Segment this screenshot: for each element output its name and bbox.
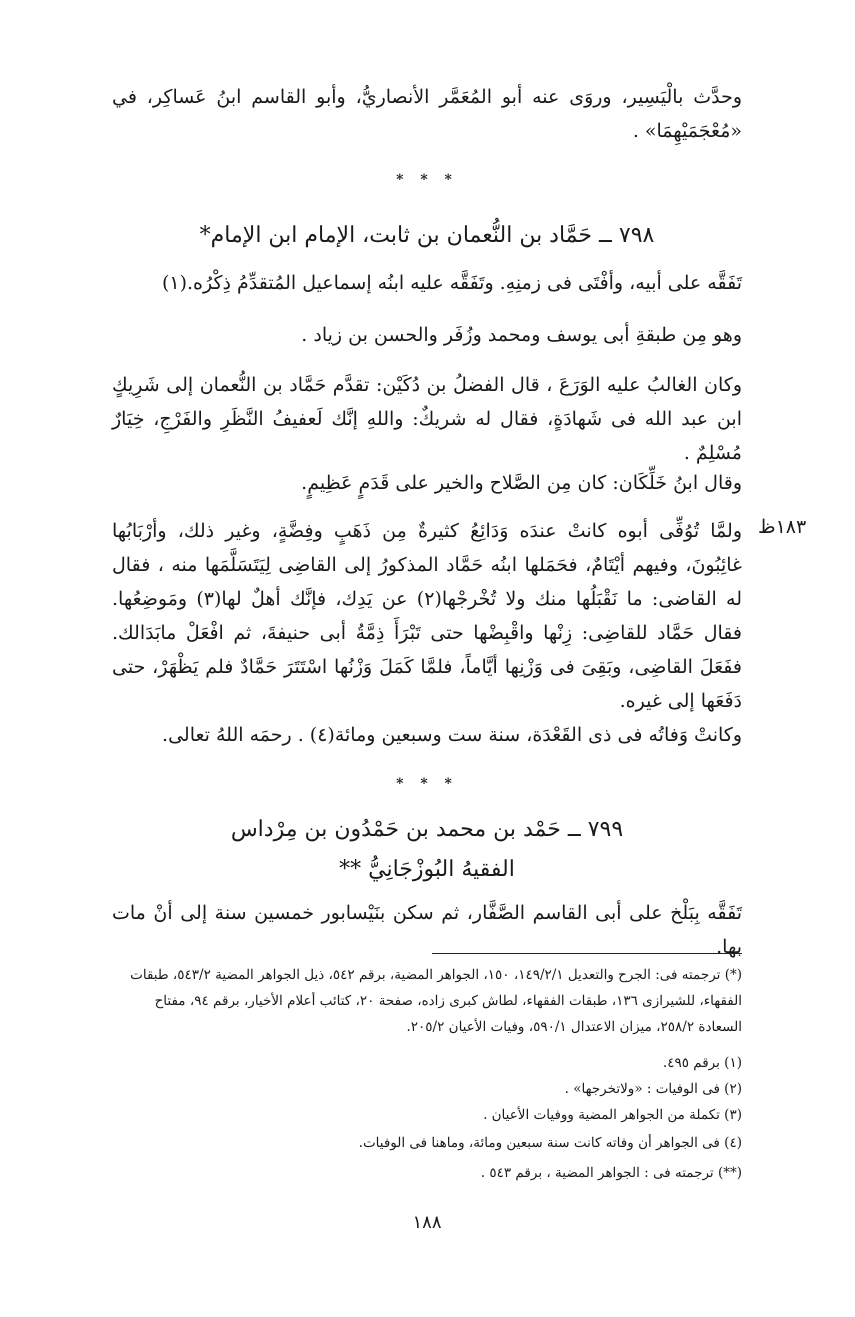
page-number: ١٨٨ bbox=[412, 1212, 442, 1233]
entry-798-para-1: تَفَقَّه على أبيه، وأفْتَى فى زمنِهِ. وتَفَقَّه عليه ابنُه إسماعيل المُتقدِّمُ ذِكْرُه.(١) bbox=[161, 272, 742, 294]
section-separator: * * * bbox=[396, 172, 458, 188]
entry-799-para-1: تَفَقَّه بِبَلْخ على أبى القاسم الصَّفَّار، ثم سكن بنَيْسابور خمسين سنة إلى أنْ مات بها. bbox=[112, 902, 742, 958]
footnote-star: (*) ترجمته فى: الجرح والتعديل ١٤٩/٢/١، ١٥٠، الجواهر المضية، برقم ٥٤٢، ذيل الجواهر المضية ٥٤٣/٢، طبقات الفقهاء، للشيرازى ١٣٦، طبقات الفقهاء، لطاش كبرى زاده، صفحة ٢٠، كتائب أعلام الأخيار، برقم ٩٤، مفتاح السعادة ٢٥٨/٢، ميزان الاعتدال ٥٩٠/١، وفيات الأعيان ٢٠٥/٢. bbox=[130, 967, 742, 1035]
footnote-3: (٣) تكملة من الجواهر المضية ووفيات الأعيان . bbox=[483, 1107, 742, 1123]
footnote-4: (٤) فى الجواهر أن وفاته كانت سنة سبعين ومائة، وماهنا فى الوفيات. bbox=[358, 1135, 742, 1151]
entry-798-para-3: وكان الغالبُ عليه الوَرَعَ ، قال الفضلُ بن دُكَيْن: تقدَّم حَمَّاد بن النُّعمان إلى شَرِيكٍ ابن عبد الله فى شَهادَةٍ، فقال له شريكٌ: واللهِ إنَّك لَعفيفُ النَّظَرِ والفَرْجِ، خِيَارٌ مُسْلِمٌ . bbox=[112, 374, 742, 464]
entry-798-para-5: ولمَّا تُوُفِّى أبوه كانتْ عندَه وَدَائِعُ كثيرةٌ مِن ذَهَبٍ وفِضَّةٍ، وغير ذلك، وأرْبَابُها غائِبُونَ، وفيهم أيْتَامٌ، فحَمَلها ابنُه حَمَّاد المذكورُ إلى القاضِى لِيَتَسَلَّمَها منه ، فقال له القاضى: ما نَقْبَلُها منك ولا تُخْرجْها(٢) عن يَدِك، فإنَّك أهلٌ لها(٣) ومَوضِعُها. فقال حَمَّاد للقاضِى: زِنْها واقْبِضْها حتى تَبْرَأَ ذِمَّةُ أبى حنيفةَ، ثم افْعَلْ مابَدَالك. ففَعَلَ القاضِى، وبَقِىَ فى وَزْنِها أيَّاماً، فلمَّا كَمَلَ وَزْنُها اسْتَتَرَ حَمَّادٌ فلم يَظْهَرْ، حتى دَفَعَها إلى غيره. bbox=[112, 520, 742, 712]
paragraph-continuation: وحدَّث بالْيَسِير، وروَى عنه أبو المُعَمَّر الأنصاريُّ، وأبو القاسم ابنُ عَساكِر، في «مُعْجَمَيْهِمَا» . bbox=[112, 86, 742, 142]
footnote-double-star: (**) ترجمته فى : الجواهر المضية ، برقم ٥٤٣ . bbox=[480, 1165, 742, 1181]
footnote-1: (١) برقم ٤٩٥. bbox=[662, 1055, 742, 1071]
entry-798-para-6: وكانتْ وَفاتُه فى ذى القَعْدَة، سنة ست وسبعين ومائة(٤) . رحمَه اللهُ تعالى. bbox=[162, 724, 742, 746]
entry-798-para-2: وهو مِن طبقةِ أبى يوسف ومحمد وزُفَر والحسن بن زياد . bbox=[301, 324, 742, 346]
section-separator-2: * * * bbox=[396, 776, 458, 792]
entry-799-heading-2: الفقيهُ البُوزْجَانِيُّ ** bbox=[339, 857, 515, 882]
entry-799-heading-1: ٧٩٩ ــ حَمْد بن محمد بن حَمْدُون بن مِرْداس bbox=[230, 817, 624, 842]
entry-798-para-4: وقال ابنُ خَلِّكَان: كان مِن الصَّلاح والخير على قَدَمٍ عَظِيمٍ. bbox=[301, 472, 742, 494]
manuscript-folio-note: ١٨٣ظ bbox=[758, 516, 807, 538]
footnote-2: (٢) فى الوفيات : «ولاتخرجها» . bbox=[564, 1081, 742, 1097]
entry-798-heading: ٧٩٨ ــ حَمَّاد بن النُّعمان بن ثابت، الإمام ابن الإمام* bbox=[199, 223, 655, 248]
footnote-divider bbox=[432, 953, 742, 954]
